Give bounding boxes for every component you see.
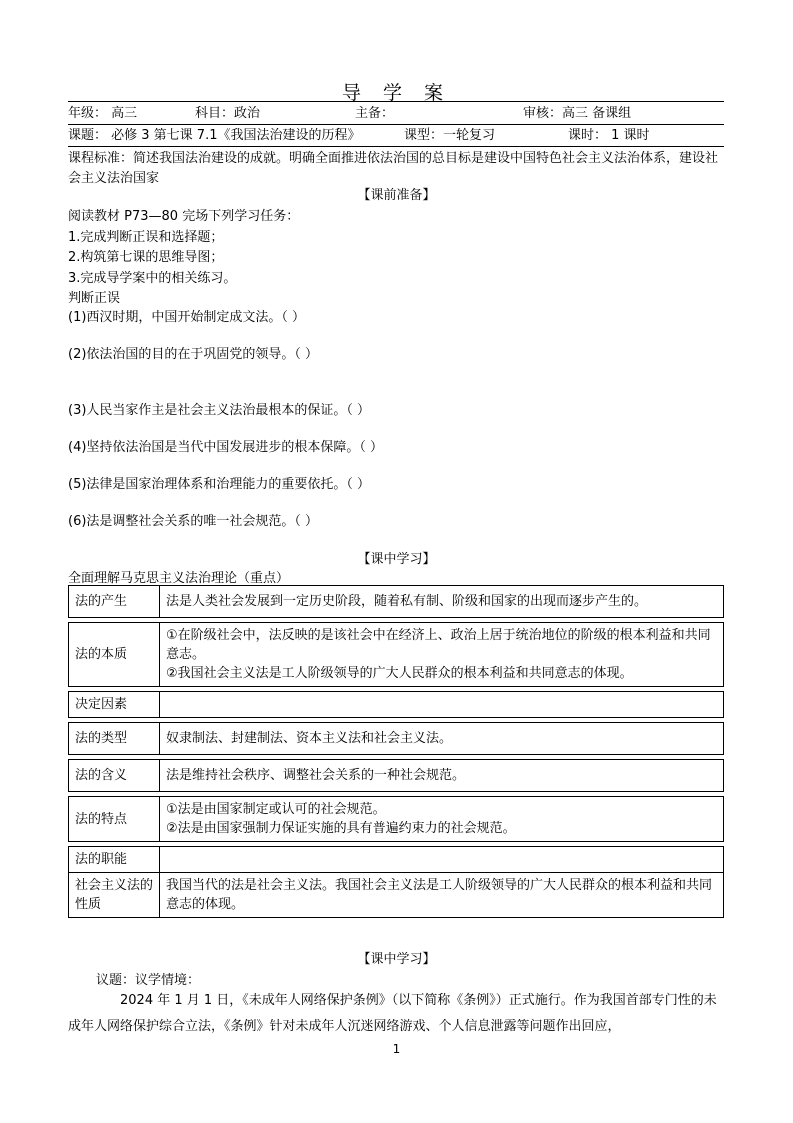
table-row bbox=[69, 692, 724, 718]
table-row bbox=[69, 723, 724, 755]
row-line: ②法是由国家强制力保证实施的具有普遍约束力的社会规范。 bbox=[166, 821, 516, 836]
title-underline bbox=[68, 101, 724, 102]
header-divider-2 bbox=[68, 146, 724, 147]
discussion-topic: 议题：议学情境： bbox=[96, 973, 201, 988]
task-item: 3.完成导学案中的相关练习。 bbox=[68, 271, 237, 286]
row-value: 法是维持社会秩序、调整社会关系的一种社会规范。 bbox=[160, 760, 724, 792]
judge-question: (2)依法治国的目的在于巩固党的领导。（ ） bbox=[68, 347, 319, 362]
lead-field: 主备： bbox=[355, 106, 395, 121]
pre-heading: 【课前准备】 bbox=[357, 188, 436, 203]
row-value bbox=[160, 797, 724, 842]
row-key: 决定因素 bbox=[69, 692, 160, 718]
page-title: 导 学 案 bbox=[341, 82, 452, 104]
row-key: 法的类型 bbox=[69, 723, 160, 755]
table-row bbox=[69, 623, 724, 687]
row-key: 法的含义 bbox=[69, 760, 160, 792]
mid-subtitle: 全面理解马克思主义法治理论（重点） bbox=[68, 571, 290, 586]
hours-field: 课时： 1 课时 bbox=[568, 128, 650, 143]
row-key: 法的特点 bbox=[69, 797, 160, 842]
judge-question: (1)西汉时期，中国开始制定成文法。（ ） bbox=[68, 310, 306, 325]
row-value bbox=[160, 847, 724, 873]
judge-question: (4)坚持依法治国是当代中国发展进步的根本保障。（ ） bbox=[68, 440, 384, 455]
header-divider-1 bbox=[68, 124, 724, 125]
row-line: ②我国社会主义法是工人阶级领导的广大人民群众的根本利益和共同意志的体现。 bbox=[166, 666, 633, 681]
table-row bbox=[69, 847, 724, 873]
row-key: 法的产生 bbox=[69, 586, 160, 618]
task-item: 2.构筑第七课的思维导图； bbox=[68, 250, 224, 265]
table-row bbox=[69, 586, 724, 618]
table-row bbox=[69, 873, 724, 918]
row-key: 社会主义法的性质 bbox=[69, 873, 160, 918]
row-value: 法是人类社会发展到一定历史阶段，随着私有制、阶级和国家的出现而逐步产生的。 bbox=[160, 586, 724, 618]
judge-question: (3)人民当家作主是社会主义法治最根本的保证。（ ） bbox=[68, 403, 371, 418]
review-field: 审核：高三 备课组 bbox=[523, 106, 632, 121]
law-theory-table bbox=[68, 585, 724, 918]
row-value: 奴隶制法、封建制法、资本主义法和社会主义法。 bbox=[160, 723, 724, 755]
row-value bbox=[160, 692, 724, 718]
table-row bbox=[69, 797, 724, 842]
judge-title: 判断正误 bbox=[68, 291, 121, 306]
subject-field: 科目：政治 bbox=[195, 106, 261, 121]
row-key: 法的职能 bbox=[69, 847, 160, 873]
row-value bbox=[160, 623, 724, 687]
type-field: 课型：一轮复习 bbox=[404, 128, 496, 143]
mid2-heading: 【课中学习】 bbox=[357, 952, 436, 967]
row-value: 我国当代的法是社会主义法。我国社会主义法是工人阶级领导的广大人民群众的根本利益和共同意志的体现。 bbox=[160, 873, 724, 918]
table-row bbox=[69, 760, 724, 792]
pre-intro: 阅读教材 P73—80 完场下列学习任务： bbox=[68, 209, 300, 224]
topic-field: 课题： 必修 3 第七课 7.1《我国法治建设的历程》 bbox=[68, 128, 361, 143]
row-line: ①在阶级社会中，法反映的是该社会中在经济上、政治上居于统治地位的阶级的根本利益和共同意志。 bbox=[166, 628, 711, 662]
row-key: 法的本质 bbox=[69, 623, 160, 687]
row-line: ①法是由国家制定或认可的社会规范。 bbox=[166, 802, 386, 817]
scenario-paragraph: 2024 年 1 月 1 日，《未成年人网络保护条例》（以下简称《条例》）正式施行。作为我国首部专门性的未成年人网络保护综合立法，《条例》针对未成年人沉迷网络游戏、个人信息泄露等问题作出回应， bbox=[68, 993, 717, 1034]
mid-heading: 【课中学习】 bbox=[357, 552, 436, 567]
task-item: 1.完成判断正误和选择题； bbox=[68, 230, 224, 245]
grade-field: 年级： 高三 bbox=[68, 106, 138, 121]
page-number: 1 bbox=[392, 1042, 401, 1056]
course-standard: 课程标准：简述我国法治建设的成就。明确全面推进依法治国的总目标是建设中国特色社会主义法治体系，建设社会主义法治国家 bbox=[68, 151, 719, 186]
judge-question: (6)法是调整社会关系的唯一社会规范。（ ） bbox=[68, 514, 319, 529]
judge-question: (5)法律是国家治理体系和治理能力的重要依托。（ ） bbox=[68, 477, 371, 492]
